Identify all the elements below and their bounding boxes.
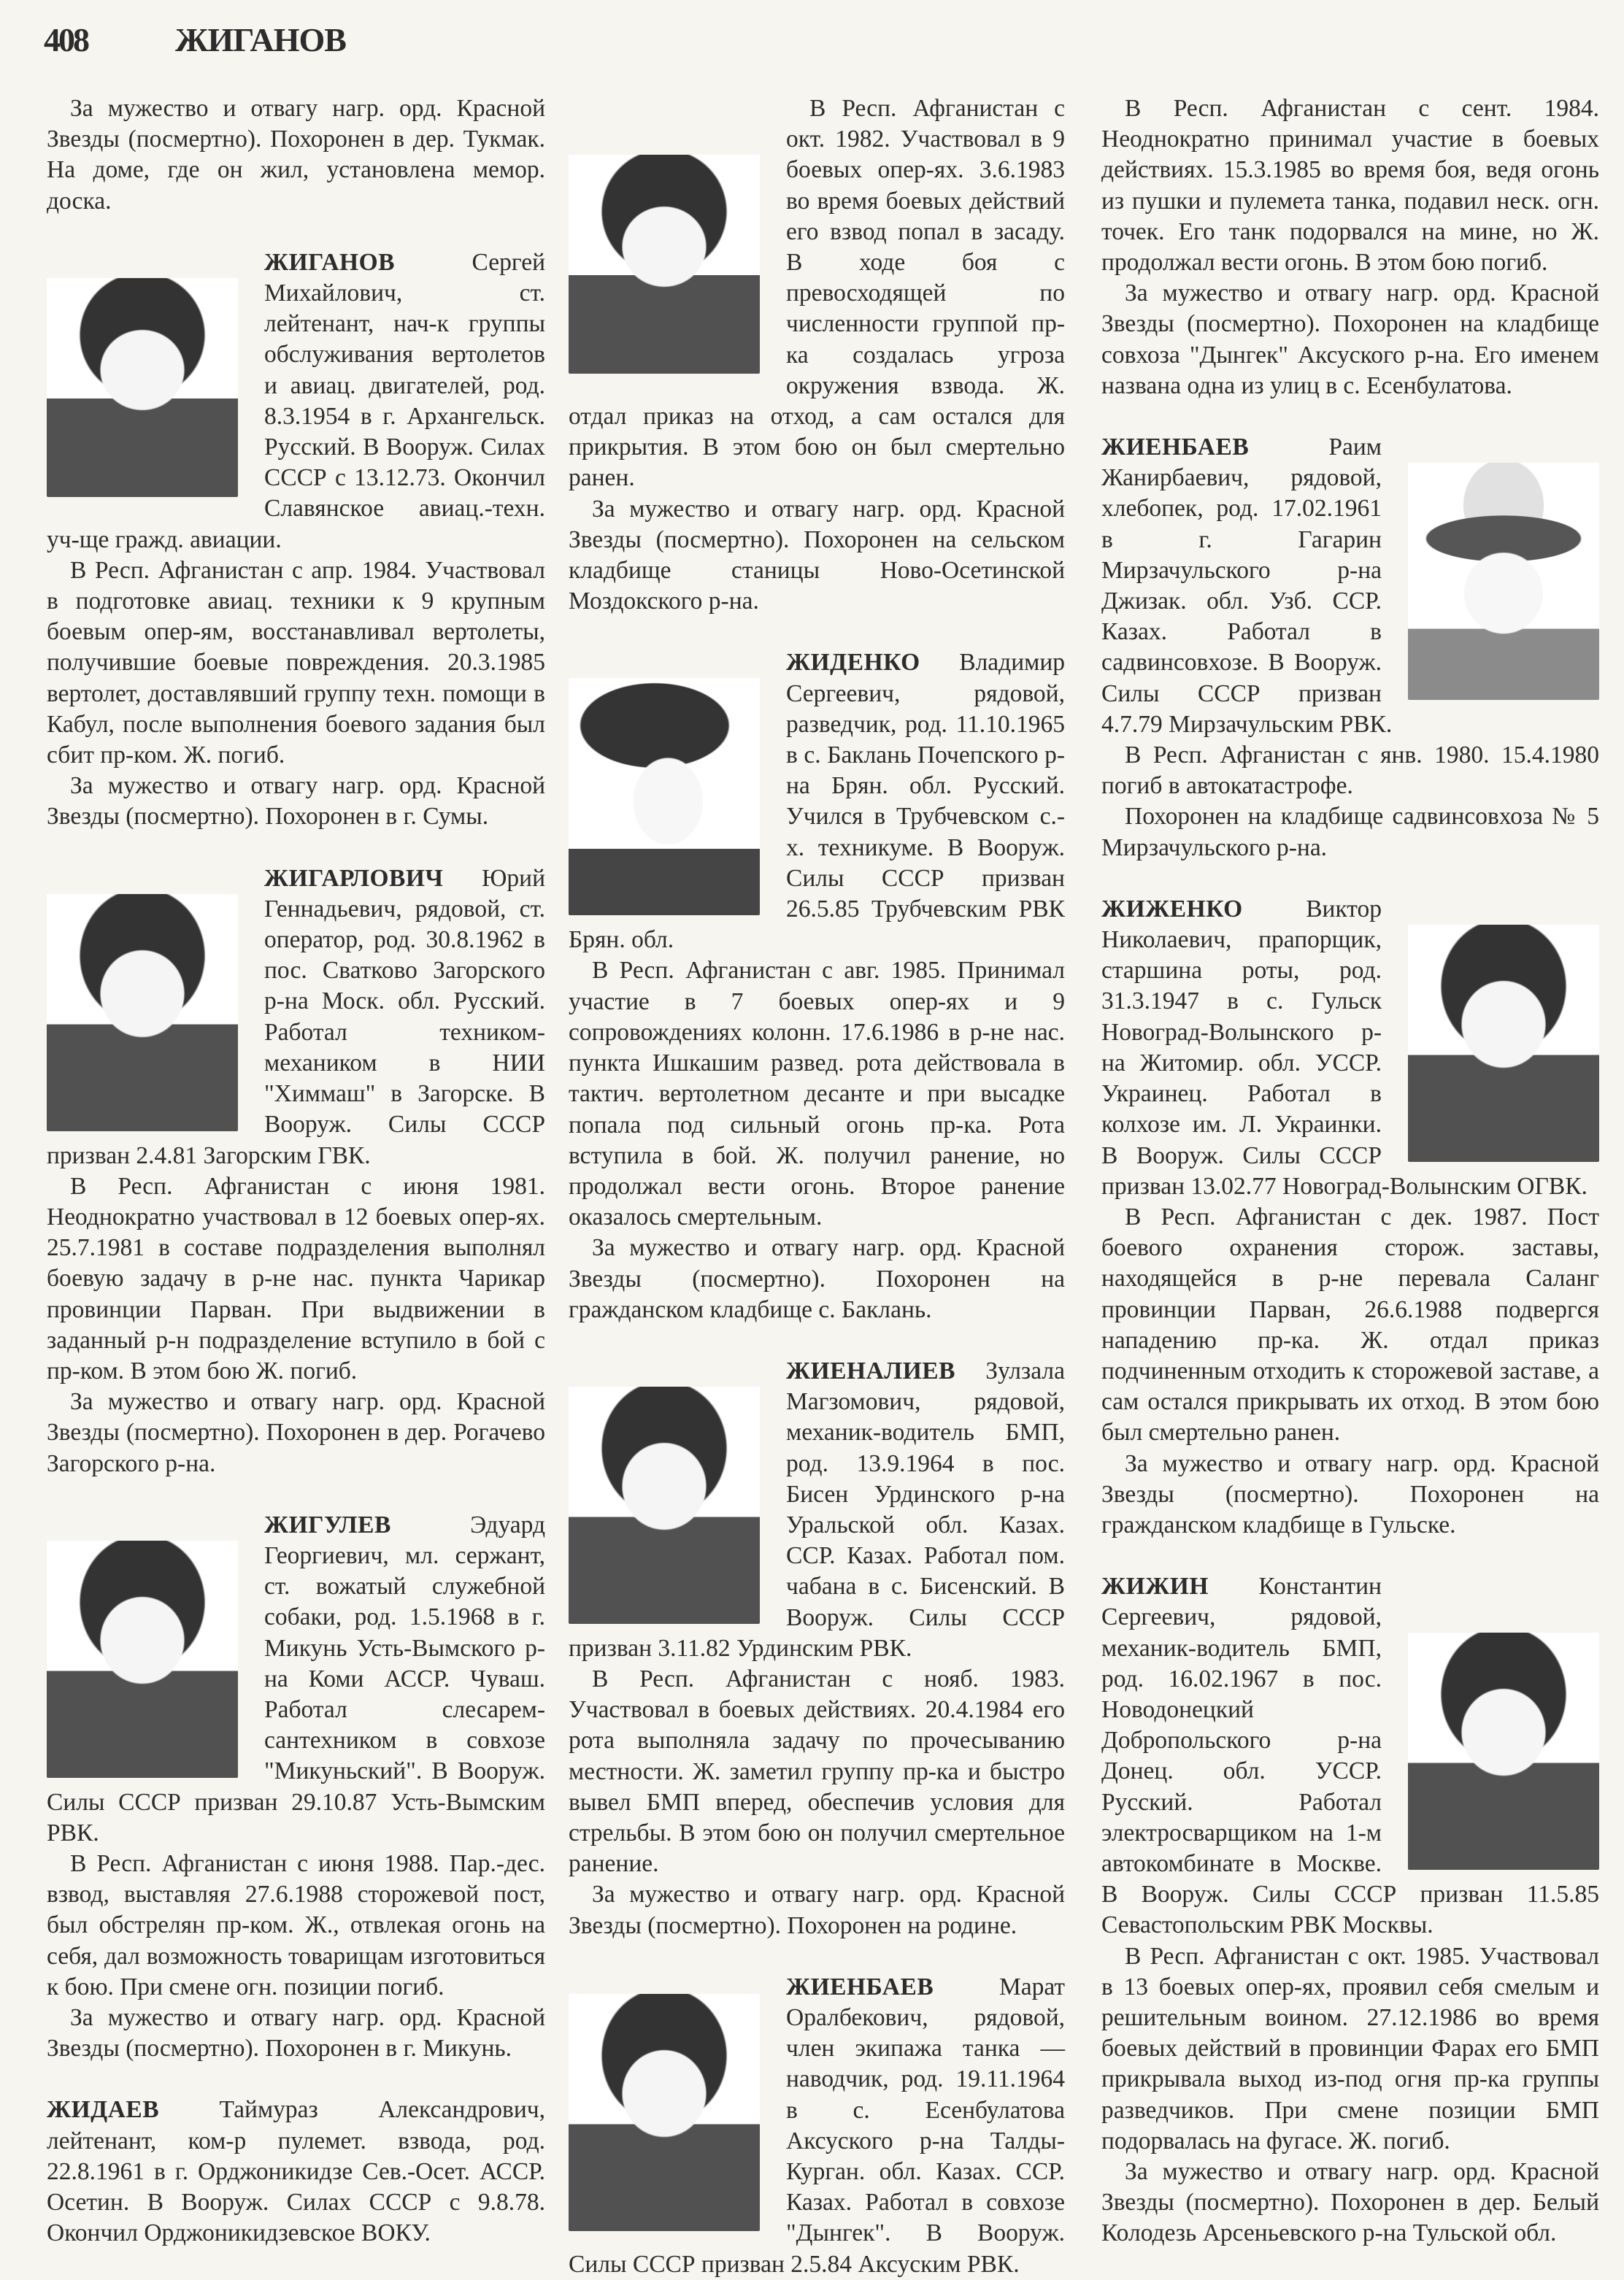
- entry-intro-text: Константин Сергеевич, рядовой, механик-водитель БМП, род. 16.02.1967 в пос. Новодонецкий Добропольского р-на Донец. обл. УССР. Русский. Работал электросварщиком на 1-м автокомбинате в Москве. В Вооруж. Силы СССР призван 11.5.85 Севастопольским РВК Москвы.: [1101, 1573, 1599, 1939]
- entry-intro: [1101, 432, 1599, 740]
- portrait-photo: [569, 155, 760, 374]
- paragraph: [569, 93, 1065, 494]
- entry-zigulev: [47, 1510, 545, 2065]
- entry-surname: ЖИЕНБАЕВ: [786, 1973, 934, 2000]
- entry-intro: [1101, 894, 1599, 1202]
- entry-surname: ЖИДЕНКО: [786, 649, 920, 677]
- entry-intro: [47, 863, 545, 1171]
- portrait-photo: [1408, 925, 1599, 1162]
- column-3: [1101, 93, 1599, 2249]
- entry-intro-text: Зулзала Магзомович, рядовой, механик-водитель БМП, род. 13.9.1964 в пос. Бисен Урдинского р-на Уральской обл. Казах. ССР. Казах. Работал пом. чабана в с. Бисенский. В Вооруж. Силы СССР призван 3.11.82 Урдинским РВК.: [569, 1357, 1065, 1662]
- paragraph: За мужество и отвагу нагр. орд. Красной Звезды (посмертно). Похоронен на кладбище совхоза "Дынгек" Аксуского р-на. Его именем названа одна из улиц в с. Есенбулатова.: [1101, 280, 1599, 399]
- entry-zienaliev: [569, 1356, 1065, 1941]
- entry-intro-text: Владимир Сергеевич, рядовой, разведчик, род. 11.10.1965 в с. Баклань Почепского р-на Брян. обл. Русский. Учился в Трубчевском с.-х. техникуме. В Вооруж. Силы СССР призван 26.5.85 Трубчевским РВК Брян. обл.: [569, 649, 1065, 954]
- paragraph: За мужество и отвагу нагр. орд. Красной Звезды (посмертно). Похоронен в дер. Белый Колодезь Арсеньевского р-на Тульской обл.: [1101, 2158, 1599, 2247]
- portrait-photo: [569, 678, 760, 915]
- paragraph: В Респ. Афганистан с дек. 1987. Пост боевого охранения сторож. заставы, находящейся в р-не перевала Саланг провинции Парван, 26.6.1988 подвергся нападению пр-ка. Ж. отдал приказ подчиненным отходить к сторожевой заставе, а сам остался прикрывать их отход. В этом бою был смертельно ранен.: [1101, 1203, 1599, 1447]
- entry-surname: ЖИЖИН: [1101, 1573, 1209, 1601]
- entry-surname: ЖИГАНОВ: [264, 248, 395, 276]
- portrait-photo: [47, 278, 238, 497]
- entry-surname: ЖИДАЕВ: [47, 2096, 160, 2124]
- paragraph: За мужество и отвагу нагр. орд. Красной Звезды (посмертно). Похоронен в дер. Тукмак. На доме, где он жил, установлена мемор. доска.: [47, 95, 545, 215]
- entry-intro-text: Виктор Николаевич, прапорщик, старшина роты, род. 31.3.1947 в с. Гульск Новоград-Волынского р-на Житомир. обл. УССР. Украинец. Работал в колхозе им. Л. Украинки. В Вооруж. Силы СССР призван 13.02.77 Новоград-Волынским ОГВК.: [1101, 895, 1588, 1200]
- entry-zigarlovich: [47, 863, 545, 1479]
- entry-zienbaev-marat: [569, 1972, 1065, 2280]
- paragraph: В Респ. Афганистан с июня 1988. Пар.-дес. взвод, выставляя 27.6.1988 сторожевой пост, был обстрелян пр-ком. Ж., отвлекая огонь на себя, дал возможность товарищам изготовиться к бою. При смене огн. позиции погиб.: [47, 1849, 545, 2000]
- entry-intro: [47, 2095, 545, 2249]
- paragraph: В Респ. Афганистан с янв. 1980. 15.4.1980 погиб в автокатастрофе.: [1101, 742, 1599, 800]
- paragraph: В Респ. Афганистан с окт. 1985. Участвовал в 13 боевых опер-ях, проявил себя смелым и решительным воином. 27.12.1986 во время боевых действий в провинции Фарах его БМП прикрывала выход из-под огня пр-ка группы разведчиков. При смене позиции БМП подорвалась на фугасе. Ж. погиб.: [1101, 1942, 1599, 2154]
- entry-intro-text: Юрий Геннадьевич, рядовой, ст. оператор, род. 30.8.1962 в пос. Сватково Загорского р-на Моск. обл. Русский. Работал техником-механиком в НИИ "Химмаш" в Загорске. В Вооруж. Силы СССР призван 2.4.81 Загорским ГВК.: [47, 864, 545, 1169]
- paragraph-text: В Респ. Афганистан с окт. 1982. Участвовал в 9 боевых опер-ях. 3.6.1983 во время боевых действий его взвод попал в засаду. В ходе боя с превосходящей по численности группой пр-ка создалась угроза окружения взвода. Ж. отдал приказ на отход, а сам остался для прикрытия. В этом бою он был смертельно ранен.: [569, 95, 1065, 492]
- portrait-photo: [569, 1994, 760, 2231]
- entry-zizin: [1101, 1571, 1599, 2249]
- entry-intro: [569, 1356, 1065, 1664]
- entry-intro: [47, 247, 545, 555]
- paragraph: В Респ. Афганистан с нояб. 1983. Участвовал в боевых действиях. 20.4.1984 его рота выполняла задачу по прочесыванию местности. Ж. заметил группу пр-ка и быстро вывел БМП вперед, обеспечив условия для стрельбы. В этом бою он получил смертельное ранение.: [569, 1665, 1065, 1878]
- column-2: [569, 93, 1065, 2280]
- page-number: 408: [44, 21, 88, 58]
- column-1: [47, 93, 545, 2249]
- entry-surname: ЖИЕНБАЕВ: [1101, 434, 1250, 461]
- entry-intro-text: Таймураз Александрович, лейтенант, ком-р пулемет. взвода, род. 22.8.1961 в г. Орджоникидзе Сев.-Осет. АССР. Осетин. В Вооруж. Силах СССР с 9.8.78. Окончил Орджоникидзевское ВОКУ.: [47, 2096, 545, 2247]
- entry-intro: [47, 1510, 545, 1849]
- paragraph: За мужество и отвагу нагр. орд. Красной Звезды (посмертно). Похоронен в г. Сумы.: [47, 772, 545, 831]
- paragraph: За мужество и отвагу нагр. орд. Красной Звезды (посмертно). Похоронен на родине.: [569, 1881, 1065, 1939]
- paragraph: В Респ. Афганистан с апр. 1984. Участвовал в подготовке авиац. техники к 9 крупным боевым опер-ям, восстанавливал вертолеты, получившие боевые повреждения. 20.3.1985 вертолет, доставлявший группу техн. помощи в Кабул, после выполнения боевого задания был сбит пр-ком. Ж. погиб.: [47, 556, 545, 769]
- entry-zidenko: [569, 647, 1065, 1325]
- portrait-photo: [47, 1541, 238, 1778]
- portrait-photo: [1408, 463, 1599, 700]
- entry-continuation: [569, 93, 1065, 617]
- entry-continuation: [1101, 93, 1599, 401]
- entry-surname: ЖИЖЕНКО: [1101, 895, 1243, 923]
- entry-intro-text: Сергей Михайлович, ст. лейтенант, нач-к группы обслуживания вертолетов и авиац. двигателей, род. 8.3.1954 в г. Архангельск. Русский. В Вооруж. Силах СССР с 13.12.73. Окончил Славянское авиац.-техн. уч-ще гражд. авиации.: [47, 248, 545, 553]
- entry-surname: ЖИГУЛЕВ: [264, 1511, 391, 1538]
- entry-zidaev: [47, 2095, 545, 2249]
- entry-intro: [569, 647, 1065, 955]
- paragraph: За мужество и отвагу нагр. орд. Красной Звезды (посмертно). Похоронен на сельском кладбище станицы Ново-Осетинской Моздокского р-на.: [569, 495, 1065, 615]
- portrait-photo: [47, 894, 238, 1131]
- paragraph: За мужество и отвагу нагр. орд. Красной Звезды (посмертно). Похоронен в дер. Рогачево Загорского р-на.: [47, 1388, 545, 1477]
- portrait-photo: [1408, 1633, 1599, 1870]
- paragraph: За мужество и отвагу нагр. орд. Красной Звезды (посмертно). Похоронен в г. Микунь.: [47, 2003, 545, 2063]
- page-header: [44, 20, 346, 72]
- entry-continuation: [47, 93, 545, 217]
- paragraph: Похоронен на кладбище садвинсовхоза № 5 Мирзачульского р-на.: [1101, 803, 1599, 861]
- entry-ziganov: [47, 247, 545, 833]
- entry-intro-text: Марат Оралбекович, рядовой, член экипажа танка — наводчик, род. 19.11.1964 в с. Есенбулатова Аксуского р-на Талды-Курган. обл. Казах. ССР. Казах. Работал в совхозе "Дынгек". В Вооруж. Силы СССР призван 2.5.84 Аксуским РВК.: [569, 1973, 1065, 2278]
- entry-surname: ЖИЕНАЛИЕВ: [786, 1357, 955, 1384]
- entry-intro-text: Эдуард Георгиевич, мл. сержант, ст. вожатый служебной собаки, род. 1.5.1968 в г. Микунь Усть-Вымского р-на Коми АССР. Чуваш. Работал слесарем-сантехником в совхозе "Микуньский". В Вооруж. Силы СССР призван 29.10.87 Усть-Вымским РВК.: [47, 1511, 545, 1846]
- paragraph: В Респ. Афганистан с авг. 1985. Принимал участие в 7 боевых опер-ях и 9 сопровождениях колонн. 17.6.1986 в р-не нас. пункта Ишкашим развед. рота действовала в тактич. вертолетном десанте и при высадке попала под сильный огонь пр-ка. Рота вступила в бой. Ж. получил ранение, но продолжал вести огонь. Второе ранение оказалось смертельным.: [569, 957, 1065, 1231]
- paragraph: За мужество и отвагу нагр. орд. Красной Звезды (посмертно). Похоронен на гражданском кладбище в Гульске.: [1101, 1449, 1599, 1538]
- paragraph: За мужество и отвагу нагр. орд. Красной Звезды (посмертно). Похоронен на гражданском кладбище с. Баклань.: [569, 1234, 1065, 1323]
- running-head: ЖИГАНОВ: [175, 21, 346, 58]
- paragraph: В Респ. Афганистан с сент. 1984. Неоднократно принимал участие в боевых действиях. 15.3.1985 во время боя, ведя огонь из пушки и пулемета танка, подавил неск. огн. точек. Его танк подорвался на мине, но Ж. продолжал вести огонь. В этом бою погиб.: [1101, 95, 1599, 277]
- entry-surname: ЖИГАРЛОВИЧ: [264, 864, 444, 892]
- entry-intro: [1101, 1571, 1599, 1941]
- entry-intro-text: Раим Жанирбаевич, рядовой, хлебопек, род. 17.02.1961 в г. Гагарин Мирзачульского р-на Джизак. обл. Узб. ССР. Казах. Работал в садвинсовхозе. В Вооруж. Силы СССР призван 4.7.79 Мирзачульским РВК.: [1101, 434, 1393, 738]
- portrait-photo: [569, 1387, 760, 1624]
- paragraph: В Респ. Афганистан с июня 1981. Неоднократно участвовал в 12 боевых опер-ях. 25.7.1981 в составе подразделения выполнял боевую задачу в р-не нас. пункта Чарикар провинции Парван. При выдвижении в заданный р-н подразделение вступило в бой с пр-ком. В этом бою Ж. погиб.: [47, 1172, 545, 1384]
- entry-zienbaev-raim: [1101, 432, 1599, 863]
- entry-zizenko: [1101, 894, 1599, 1541]
